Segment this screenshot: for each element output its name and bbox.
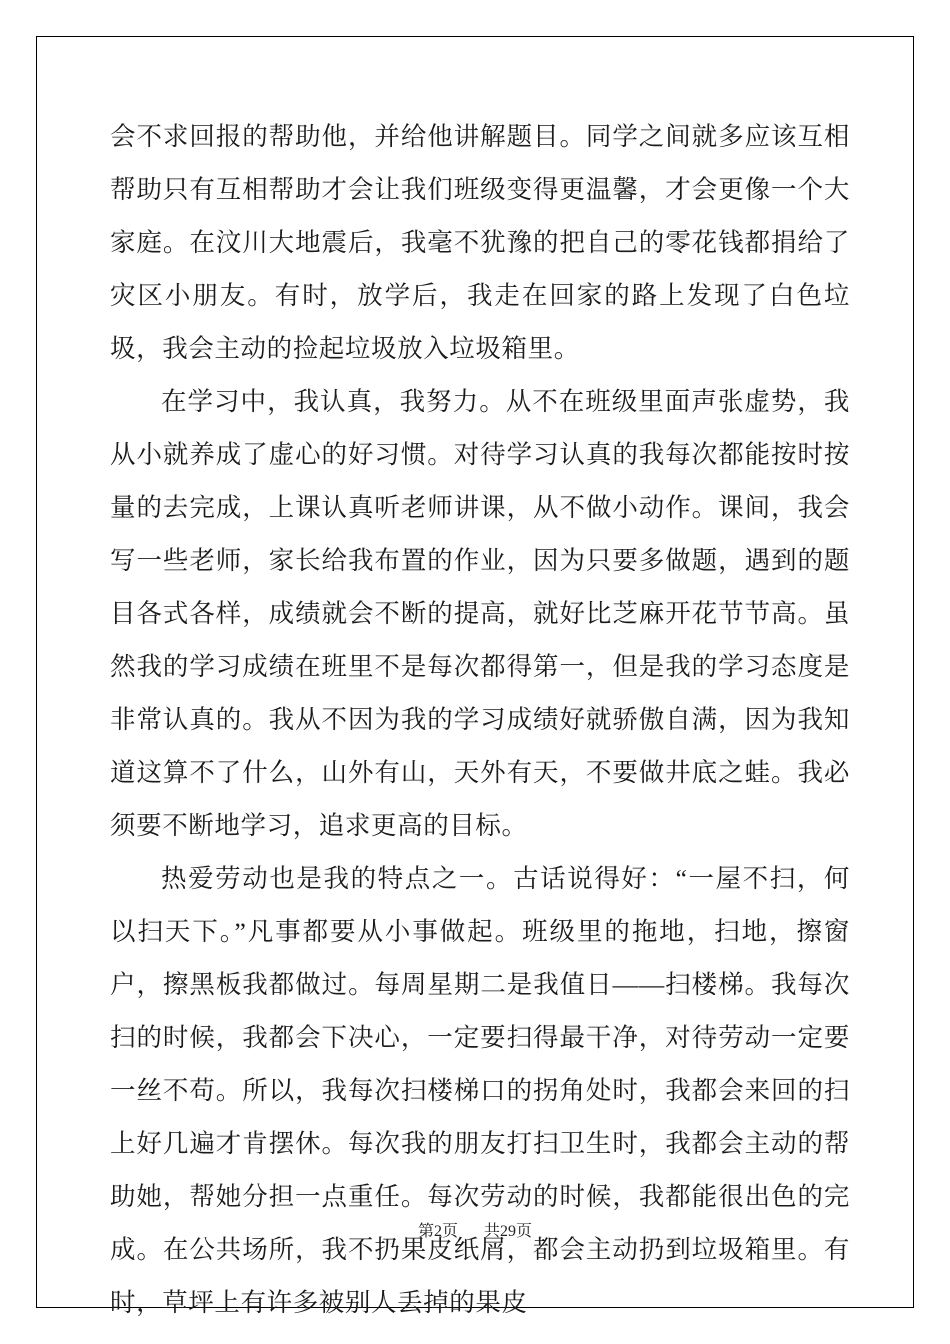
footer-page-number: 2 [433,1223,442,1240]
footer-total-prefix: 共 [484,1223,501,1240]
page-content [110,110,850,1329]
paragraph-2: 在学习中，我认真，我努力。从不在班级里面声张虚势，我从小就养成了虚心的好习惯。对待学习认真的我每次都能按时按量的去完成，上课认真听老师讲课，从不做小动作。课间，我会写一些老师，家长给我布置的作业，因为只要多做题，遇到的题目各式各样，成绩就会不断的提高，就好比芝麻开花节节高。虽然我的学习成绩在班里不是每次都得第一，但是我的学习态度是非常认真的。我从不因为我的学习成绩好就骄傲自满，因为我知道这算不了什么，山外有山，天外有天，不要做井底之蛙。我必须要不断地学习，追求更高的目标。 [110,387,850,840]
page-footer [0,1218,950,1241]
footer-page-suffix: 页 [441,1223,458,1240]
footer-total-suffix: 页 [516,1223,533,1240]
paragraph-1: 会不求回报的帮助他，并给他讲解题目。同学之间就多应该互相帮助只有互相帮助才会让我们班级变得更温馨，才会更像一个大家庭。在汶川大地震后，我毫不犹豫的把自己的零花钱都捐给了灾区小朋友。有时，放学后，我走在回家的路上发现了白色垃圾，我会主动的捡起垃圾放入垃圾箱里。 [110,122,850,363]
footer-total-pages: 29 [500,1223,517,1240]
paragraph-3: 热爱劳动也是我的特点之一。古话说得好：“一屋不扫，何以扫天下。”凡事都要从小事做起。班级里的拖地，扫地，擦窗户，擦黑板我都做过。每周星期二是我值日——扫楼梯。我每次扫的时候，我都会下决心，一定要扫得最干净，对待劳动一定要一丝不苟。所以，我每次扫楼梯口的拐角处时，我都会来回的扫上好几遍才肯摆休。每次我的朋友打扫卫生时，我都会主动的帮助她，帮她分担一点重任。每次劳动的时候，我都能很出色的完成。在公共场所，我不扔果皮纸屑，都会主动扔到垃圾箱里。有时，草坪上有许多被别人丢掉的果皮 [110,864,850,1317]
footer-page-prefix: 第 [417,1223,434,1240]
